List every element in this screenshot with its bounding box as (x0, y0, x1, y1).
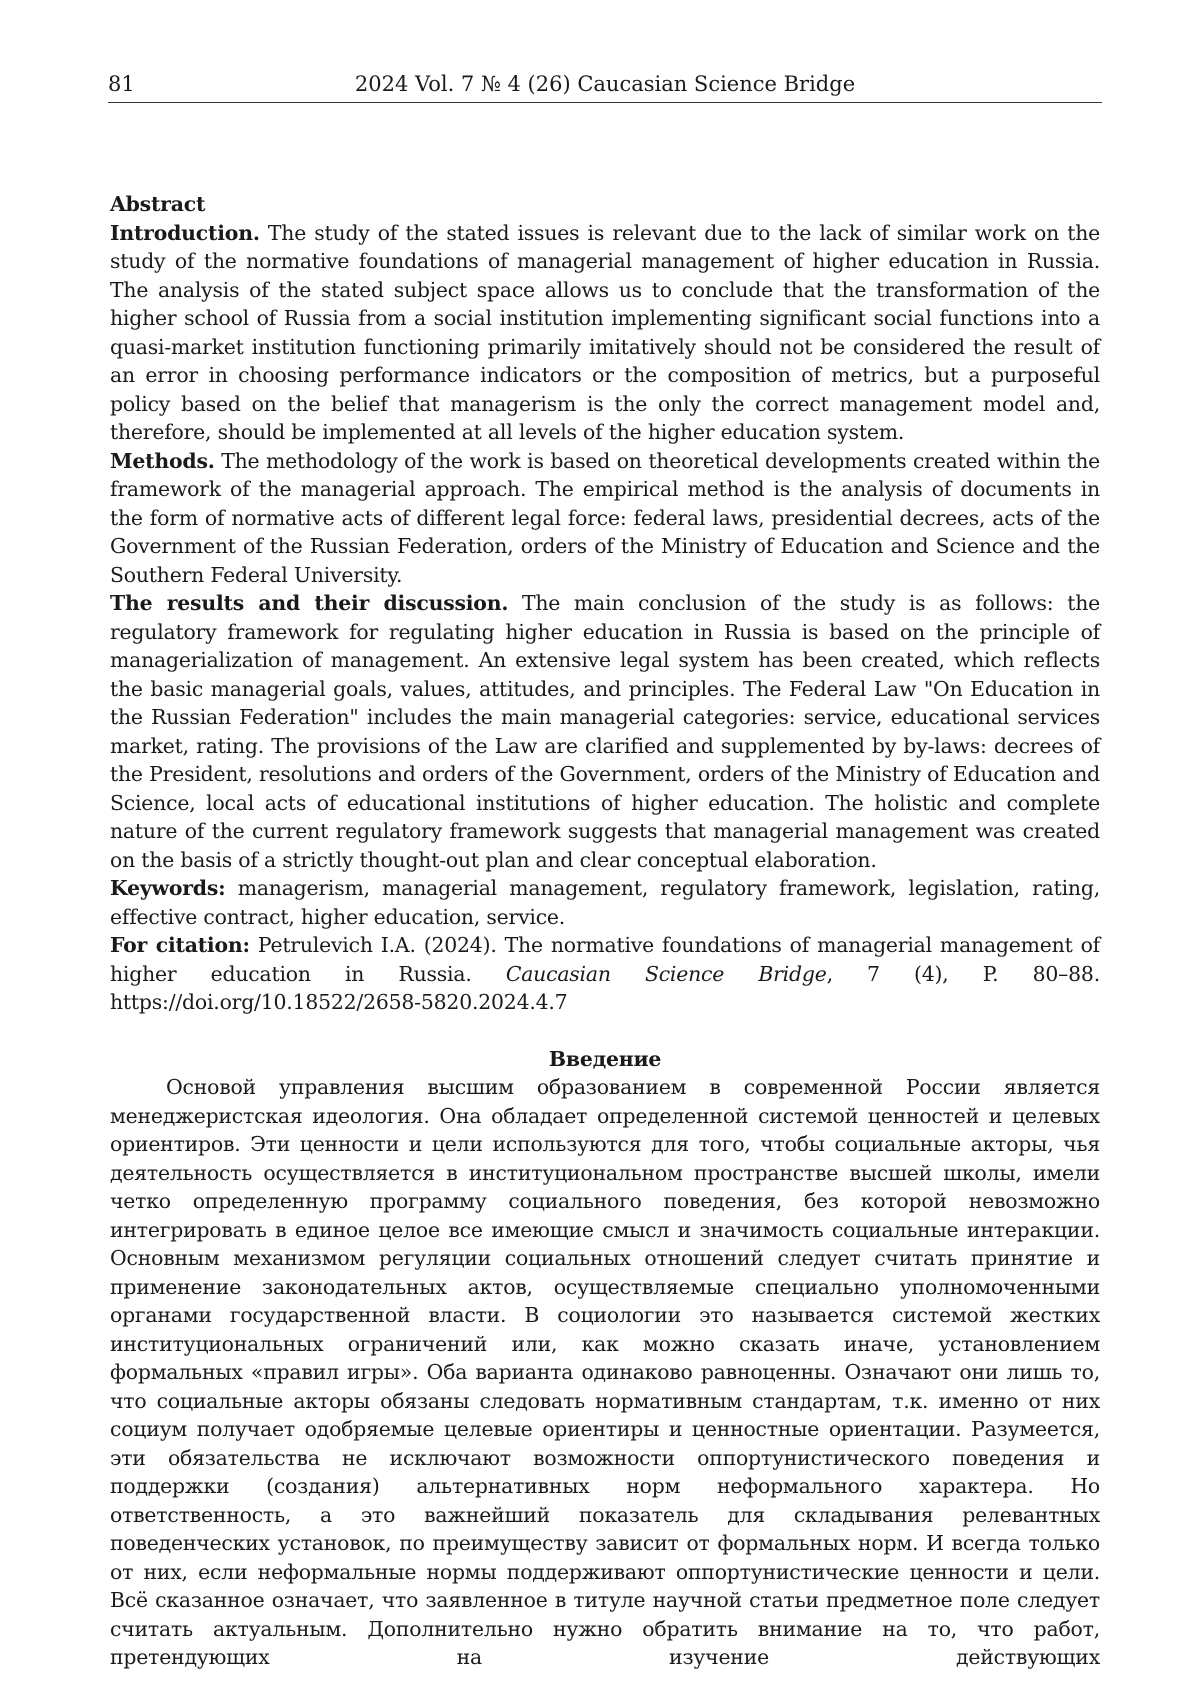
results-label: The results and their discussion. (110, 591, 509, 615)
results-text: The main conclusion of the study is as follows: the regulatory framework for regulating higher education in Russia is based on the principle of managerialization of management. An extensive legal system has been created, which reflects the basic managerial goals, values, attitudes, and principles. The Federal Law "On Education in the Russian Federation" includes the main managerial categories: service, educational services market, rating. The provisions of the Law are clarified and supplemented by by-laws: decrees of the President, resolutions and orders of the Government, orders of the Ministry of Education and Science, local acts of educational institutions of higher education. The holistic and complete nature of the current regulatory framework suggests that managerial management was created on the basis of a strictly thought-out plan and clear conceptual elaboration. (110, 591, 1101, 872)
page-number: 81 (108, 72, 135, 96)
running-header (108, 72, 1102, 103)
abstract-keywords (110, 874, 1100, 931)
article-body (110, 190, 1100, 1672)
introduction-label: Introduction. (110, 220, 260, 245)
introduction-text: The study of the stated issues is relevant due to the lack of similar work on the study of the normative foundations of managerial management of higher education in Russia. The analysis of the stated subject space allows us to conclude that the transformation of the higher school of Russia from a social institution implementing significant social functions into a quasi-market institution functioning primarily imitatively should not be considered the result of an error in choosing performance indicators or the composition of metrics, but a purposeful policy based on the belief that managerism is the only the correct management model and, therefore, should be implemented at all levels of the higher education system. (110, 220, 1100, 444)
methods-text: The methodology of the work is based on theoretical developments created within the framework of the managerial approach. The empirical method is the analysis of documents in the form of normative acts of different legal force: federal laws, presidential decrees, acts of the Government of the Russian Federation, orders of the Ministry of Education and Science and the Southern Federal University. (110, 448, 1100, 587)
abstract-citation (110, 931, 1100, 1017)
keywords-label: Keywords: (110, 876, 226, 900)
introduction-paragraph: Основой управления высшим образованием в современной России является менеджеристская идеология. Она обладает определенной системой ценностей и целевых ориентиров. Эти ценности и цели используются для того, чтобы социальные акторы, чья деятельность осуществляется в институциональном пространстве высшей школы, имели четко определенную программу социального поведения, без которой невозможно интегрировать в единое целое все имеющие смысл и значимость социальные интеракции. Основным механизмом регуляции социальных отношений следует считать принятие и применение законодательных актов, осуществляемые специально уполномоченными органами государственной власти. В социологии это называется системой жестких институциональных ограничений или, как можно сказать иначе, установлением формальных «правил игры». Оба варианта одинаково равноценны. Означают они лишь то, что социальные акторы обязаны следовать нормативным стандартам, т.к. именно от них социум получает одобряемые целевые ориентиры и ценностные ориентации. Разумеется, эти обязательства не исключают возможности оппортунистического поведения и поддержки (создания) альтернативных норм неформального характера. Но ответственность, а это важнейший показатель для складывания релевантных поведенческих установок, по преимуществу зависит от формальных норм. И всегда только от них, если неформальные нормы поддерживают оппортунистические ценности и цели. Всё сказанное означает, что заявленное в титуле научной статьи предметное поле следует считать актуальным. Дополнительно нужно обратить внимание на то, что работ, претендующих на изучение действующих (110, 1075, 1100, 1669)
citation-text-before: Petrulevich I.A. (2024). The normative foundations of managerial management of higher education in Russia. (110, 933, 1100, 986)
citation-text-after: , 7 (4), P. 80–88. https://doi.org/10.18522/2658-5820.2024.4.7 (110, 961, 1100, 1014)
methods-label: Methods. (110, 448, 215, 473)
abstract-methods (110, 447, 1100, 590)
section-heading: Введение (548, 1046, 662, 1071)
citation-journal: Caucasian Science Bridge (505, 961, 827, 986)
abstract-introduction (110, 219, 1100, 447)
citation-label: For citation: (110, 933, 250, 957)
journal-title: 2024 Vol. 7 № 4 (26) Caucasian Science Bridge (354, 72, 856, 96)
abstract-results (110, 589, 1100, 874)
abstract-heading: Abstract (110, 192, 206, 216)
keywords-text: managerism, managerial management, regulatory framework, legislation, rating, effective contract, higher education, service. (110, 876, 1100, 929)
